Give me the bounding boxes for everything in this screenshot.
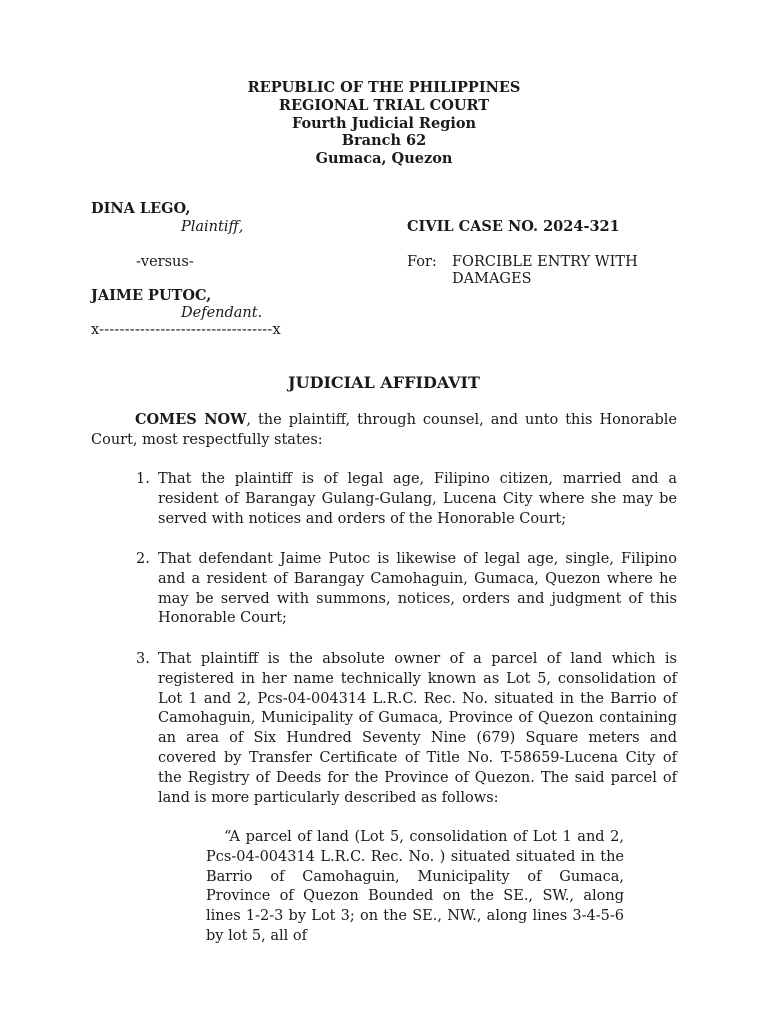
item-1-text: That the plaintiff is of legal age, Filipino citizen, married and a resident of Barangay Gulang-Gulang, Lucena City where she may be served with notices and orders of the Honorable Court; — [158, 471, 677, 527]
court-header — [0, 79, 768, 168]
header-region: Fourth Judicial Region — [291, 114, 477, 132]
header-court: REGIONAL TRIAL COURT — [278, 96, 490, 114]
versus-label: -versus- — [136, 254, 194, 270]
intro-lead: COMES NOW — [135, 411, 247, 428]
item-3-number: 3. — [136, 651, 150, 667]
item-3-text: That plaintiff is the absolute owner of a parcel of land which is registered in her name technically known as Lot 5, consolidation of Lot 1 and 2, Pcs-04-004314 L.R.C. Rec. No. situated in the Barrio of Camohaguin, Municipality of Gumaca, Province of Quezon containing an area of Six Hundred Seventy Nine (679) Square meters and covered by Transfer Certificate of Title No. T-58659-Lucena City of the Registry of Deeds for the Province of Quezon. The said parcel of land is more particularly described as follows: — [158, 651, 677, 806]
defendant-role: Defendant. — [181, 305, 263, 321]
case-nature-line1: FORCIBLE ENTRY WITH — [452, 254, 638, 270]
plaintiff-name: DINA LEGO, — [91, 200, 191, 217]
plaintiff-role: Plaintiff, — [181, 219, 244, 235]
header-republic: REPUBLIC OF THE PHILIPPINES — [247, 79, 521, 96]
for-label: For: — [407, 254, 437, 270]
case-number: CIVIL CASE NO. 2024-321 — [407, 218, 620, 235]
defendant-name: JAIME PUTOC, — [91, 287, 212, 304]
intro-rest: , the plaintiff, through counsel, and unto this Honorable Court, most respectfully states: — [91, 412, 677, 448]
item-1-number: 1. — [136, 471, 150, 487]
intro-paragraph — [91, 410, 677, 450]
document-title: JUDICIAL AFFIDAVIT — [288, 373, 480, 392]
case-nature-line2: DAMAGES — [452, 271, 532, 287]
header-location: Gumaca, Quezon — [315, 150, 453, 168]
caption-separator: x----------------------------------x — [91, 322, 281, 338]
technical-description-quote: “A parcel of land (Lot 5, consolidation of Lot 1 and 2, Pcs-04-004314 L.R.C. Rec. No. ) situated situated in the Barrio of Camohaguin, Municipality of Gumaca, Province of Quezon Bounded on the SE., SW., along lines 1-2-3 by Lot 3; on the SE., NW., along lines 3-4-5-6 by lot 5, all of — [206, 829, 624, 944]
item-2-number: 2. — [136, 551, 150, 567]
item-2-text: That defendant Jaime Putoc is likewise of legal age, single, Filipino and a resident of Barangay Camohaguin, Gumaca, Quezon where he may be served with summons, notices, orders and judgment of this Honorable Court; — [158, 551, 677, 627]
header-branch: Branch 62 — [341, 132, 427, 150]
